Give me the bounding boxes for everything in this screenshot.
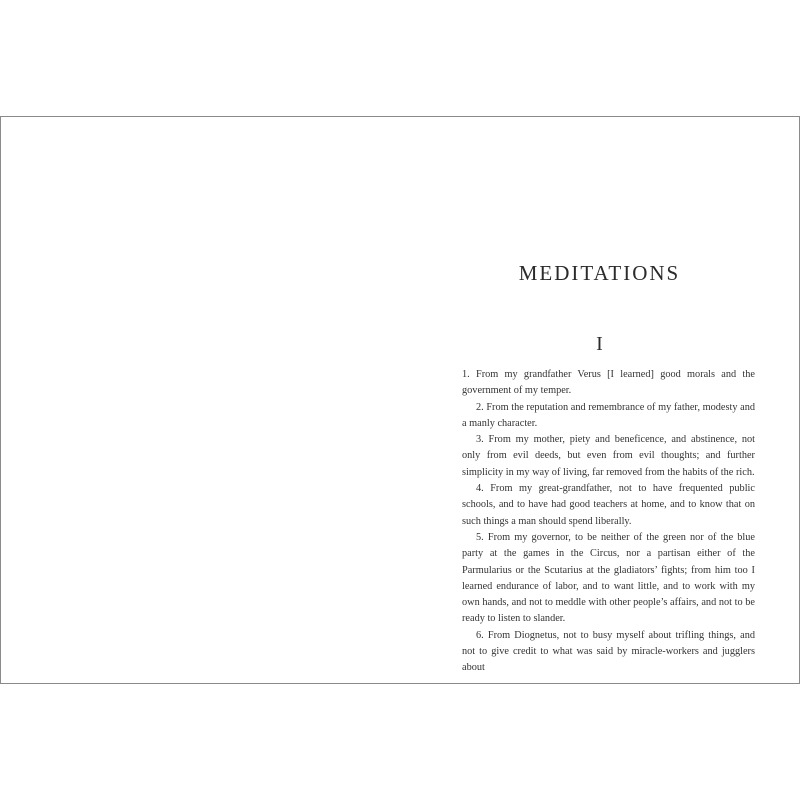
paragraph: 6. From Diognetus, not to busy myself about trifling things, and not to give credit to what was said by miracle-workers and jugglers about (462, 629, 755, 674)
paragraph: 2. From the reputation and remembrance of my father, modesty and a manly character. (462, 401, 755, 429)
paragraph: 3. From my mother, piety and beneficence, and abstinence, not only from evil deeds, but even from evil thoughts; and further simplicity in my way of living, far removed from the habits of the rich. (462, 434, 755, 478)
paragraph: 4. From my great-grandfather, not to have frequented public schools, and to have had good teachers at home, and to know that on such things a man should spend liberally. (462, 483, 755, 527)
body-text (462, 367, 755, 677)
book-title: MEDITATIONS (518, 261, 681, 285)
book-number: I (596, 333, 603, 355)
paragraph: 1. From my grandfather Verus [I learned] good morals and the government of my temper. (462, 369, 755, 397)
left-page (1, 117, 400, 683)
paragraph: 5. From my governor, to be neither of the green nor of the blue party at the games in the Circus, nor a partisan either of the Parmularius or the Scutarius at the gladiators’ fights; from him too I learned endurance of labor, and to want little, and to work with my own hands, and not to meddle with other people’s affairs, and not to be ready to listen to slander. (462, 531, 755, 625)
book-spread (0, 116, 800, 684)
right-page (400, 117, 799, 683)
